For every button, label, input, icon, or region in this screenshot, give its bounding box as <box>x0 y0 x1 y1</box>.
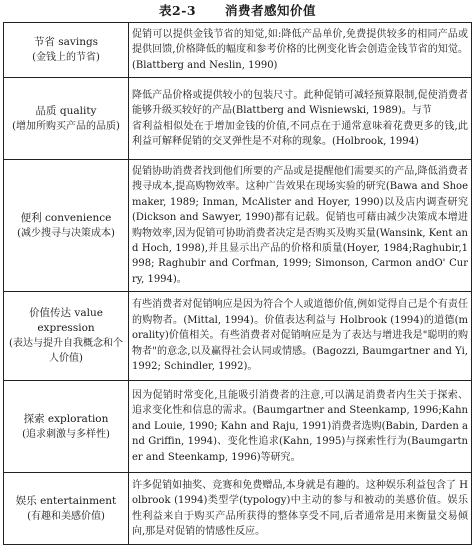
description-paragraph: 许多促销如抽奖、竞赛和免费赠品,本身就是有趣的。这种娱乐利益包含了 Holbrook (1994)类型学(typology)中主动的参与和被动的美感价值。娱乐性利益来自于购买产品所获得的整体享受不同,后者通常是用来衡量交易倾向,那是对促销的情感性反应。 <box>132 479 468 537</box>
table-row <box>4 381 472 473</box>
table-row <box>4 160 472 292</box>
table-number: 表2-3 <box>159 3 197 18</box>
row-name: 娱乐 entertainment <box>15 494 117 507</box>
row-label <box>4 160 129 292</box>
row-description <box>129 292 472 381</box>
row-label <box>4 473 129 545</box>
row-subtitle: (追求刺激与多样性) <box>22 428 110 440</box>
row-subtitle: (减少搜寻与决策成本) <box>17 227 115 239</box>
row-description <box>129 23 472 78</box>
row-label <box>4 381 129 473</box>
row-description <box>129 381 472 473</box>
value-table <box>3 22 472 545</box>
row-description <box>129 473 472 545</box>
row-subtitle: (增加所购买产品的品质) <box>12 120 120 132</box>
table-title: 消费者感知价值 <box>224 3 316 18</box>
description-paragraph: 省利益相似处在于增加金钱的价值,不同点在于通常意味着花费更多的钱,此利益可解释促销的交叉弹性是不对称的现象。(Holbrook, 1994) <box>132 120 468 147</box>
description-paragraph: 因为促销时常变化,且能吸引消费者的注意,可以满足消费者内生关于探索、追求变化性和信息的需求。(Baumgartner and Steenkamp, 1996;Kahn and Louie, 1990; Kahn and Raju, 1991)消费者选购(Babin, Darden and Griffin, 1994)、变化性追求(Kahn, 1995)与探索性行为(Baumgartner and Steenkamp, 1996)等研究。 <box>132 389 468 463</box>
description-paragraph: 促销协助消费者找到他们所要的产品或是提醒他们需要买的产品,降低消费者搜寻成本,提高购物效率。这种广告效果在现场实验的研究(Bawa and Shoemaker, 1989; Inman, McAlister and Hoyer, 1990)以及店内调查研究(Dickson and Sawyer, 1990)都有记载。促销也可藉由减少决策成本增进购物效率,因为促销可协助消费者决定是否购买及购买量(Wansink, Kent and Hoch, 1998),并且显示出产品的价格和质量(Hoyer, 1984;Raghubir,1998; Raghubir and Corfman, 1999; Simonson, Carmon andO' Curry, 1994)。 <box>132 165 468 285</box>
row-subtitle: (金钱上的节省) <box>32 52 100 63</box>
row-name: 探索 exploration <box>23 412 109 425</box>
description-paragraph: 有些消费者对促销响应是因为符合个人或道德价值,例如觉得自己是个有责任的购物者。(Mittal, 1994)。价值表达利益与 Holbrook (1994)的道德(morality)价值相关。有些消费者对促销响应是为了表达与增进我是"聪明的购物者"的意念,以及赢得社会认同或情感。(Bagozzi, Baumgartner and Yi, 1992; Schindler, 1992)。 <box>132 299 468 373</box>
row-label <box>4 23 129 78</box>
row-subtitle: (有趣和美感价值) <box>27 510 105 522</box>
row-name: 节省 savings <box>33 36 99 48</box>
description-paragraph: 降低产品价格或提供较小的包装尺寸。此种促销可减轻预算限制,促使消费者能够升级买较好的产品(Blattberg and Wisniewski, 1989)。与节 <box>132 89 468 117</box>
row-subtitle: (表达与提升自我概念和个人价值) <box>9 338 123 364</box>
row-name: 价值传达 value expression <box>29 307 103 334</box>
table-body <box>4 23 472 545</box>
table-row <box>4 78 472 160</box>
row-name: 便利 convenience <box>20 211 112 224</box>
row-label <box>4 78 129 160</box>
row-description <box>129 78 472 160</box>
table-row <box>4 473 472 545</box>
table-caption <box>0 0 475 22</box>
description-paragraph: 促销可以提供金钱节省的知觉,如:降低产品单价,免费提供较多的相同产品或提供回馈,价格降低的幅度和参考价格的比例变化皆会创造金钱节省的知觉。(Blattberg and Neslin, 1990) <box>132 28 468 71</box>
row-name: 品质 quality <box>35 104 97 117</box>
row-label <box>4 292 129 381</box>
table-row <box>4 23 472 78</box>
row-description <box>129 160 472 292</box>
table-row <box>4 292 472 381</box>
